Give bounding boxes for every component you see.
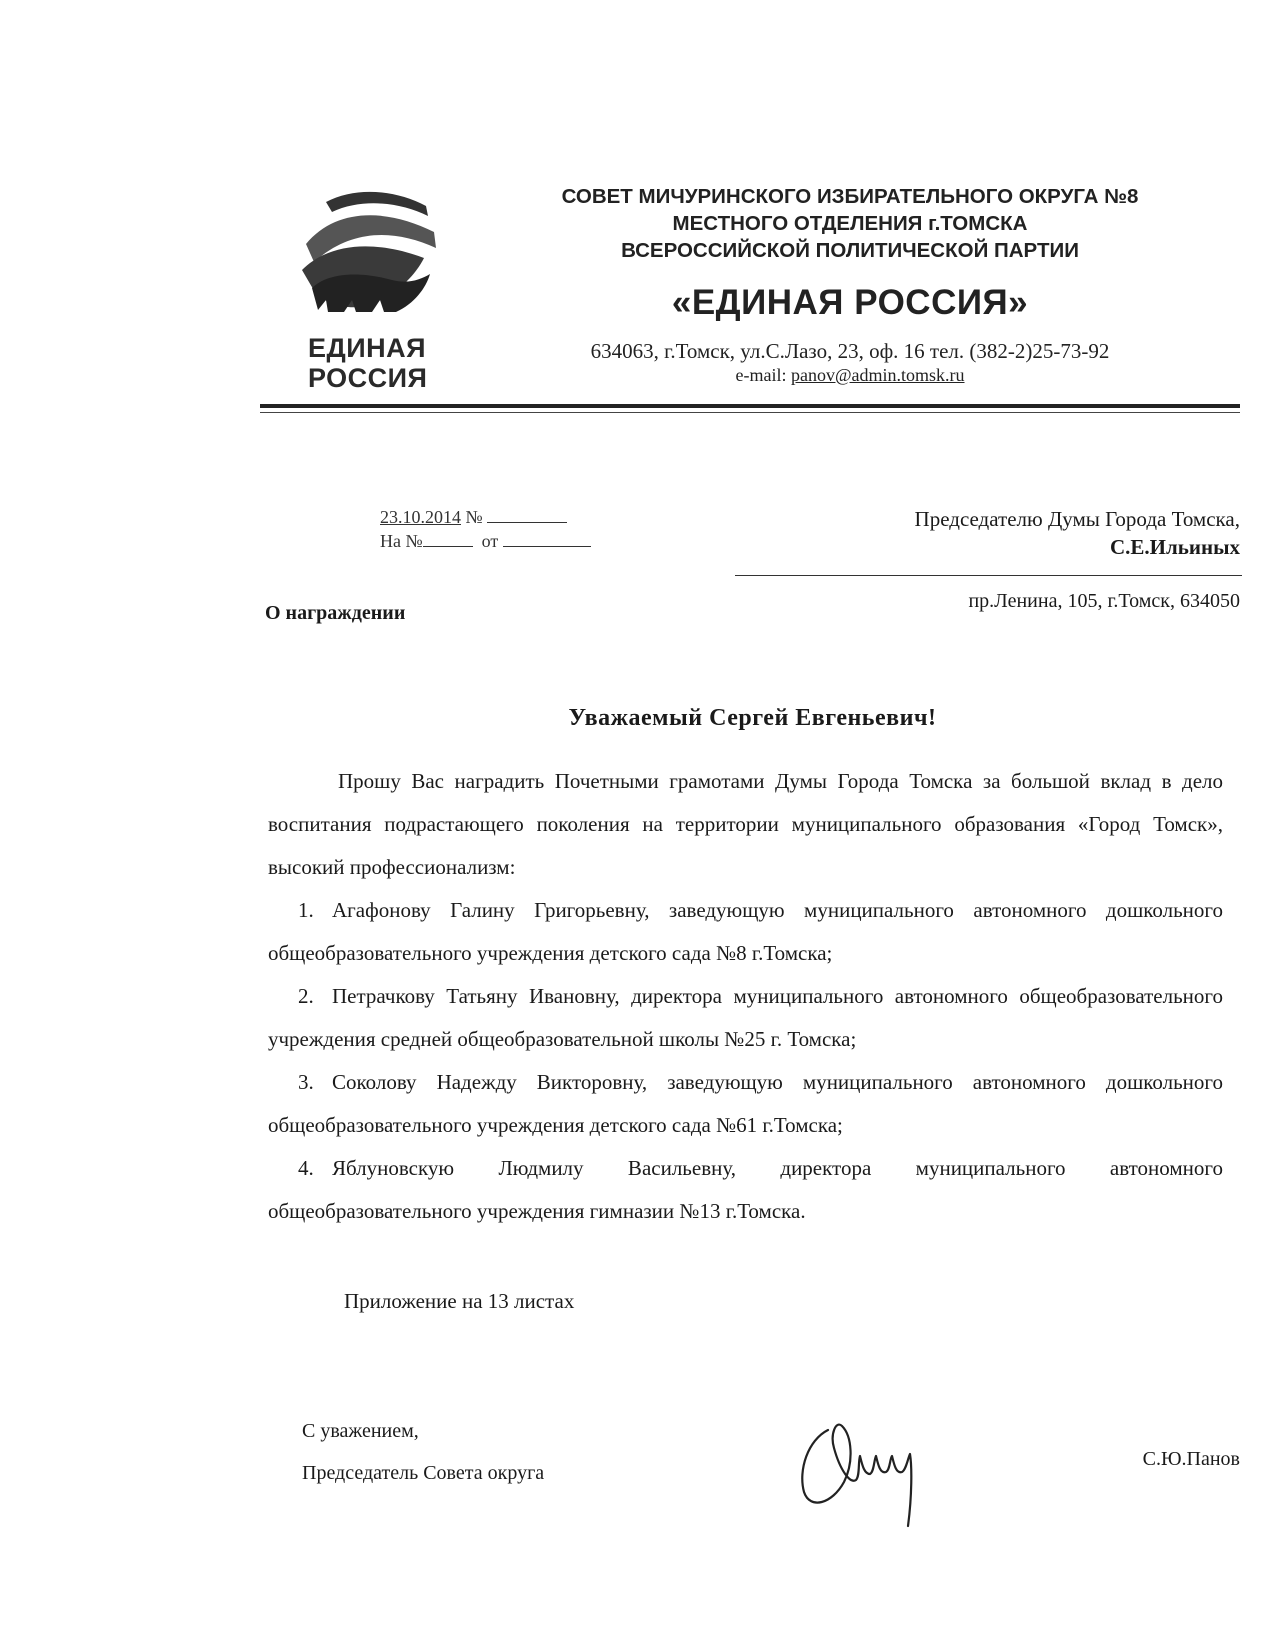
list-item-text: Агафонову Галину Григорьевну, заведующую муниципального автономного дошкольного общеобразовательного учреждения детского сада №8 г.Томска; — [268, 898, 1223, 965]
attachment-note: Приложение на 13 листах — [344, 1289, 575, 1313]
header-divider-thin — [260, 412, 1240, 413]
letter-body — [268, 760, 1223, 1233]
ref-number-blank — [423, 530, 473, 547]
list-item-text: Соколову Надежду Викторовну, заведующую муниципального автономного дошкольного общеобразовательного учреждения детского сада №61 г.Томска; — [268, 1070, 1223, 1137]
email-link[interactable]: panov@admin.tomsk.ru — [790, 365, 965, 385]
list-item-number: 4. — [298, 1156, 314, 1180]
handwritten-signature — [790, 1400, 950, 1530]
org-line3: ВСЕРОССИЙСКОЙ ПОЛИТИЧЕСКОЙ ПАРТИИ — [621, 239, 1079, 262]
recipient-title: Председателю Думы Города Томска, — [914, 507, 1240, 531]
org-line2: МЕСТНОГО ОТДЕЛЕНИЯ г.ТОМСКА — [672, 212, 1028, 235]
list-item-number: 1. — [298, 898, 314, 922]
list-item — [268, 975, 1223, 1061]
recipient-divider — [735, 575, 1242, 576]
list-item — [268, 1061, 1223, 1147]
list-item-number: 3. — [298, 1070, 314, 1094]
reg-line1 — [380, 505, 591, 529]
org-email-line — [520, 364, 1180, 386]
letterhead-header — [520, 183, 1180, 386]
logo-text-line1: ЕДИНАЯ — [308, 333, 427, 363]
list-item — [268, 1147, 1223, 1233]
ref-date-blank — [503, 530, 591, 547]
org-address: 634063, г.Томск, ул.С.Лазо, 23, оф. 16 тел. (382-2)25-73-92 — [590, 339, 1110, 363]
greeting: Уважаемый Сергей Евгеньевич! — [568, 705, 937, 731]
closing-position: Председатель Совета округа — [302, 1462, 545, 1484]
reg-number-label: № — [465, 507, 483, 527]
list-item — [268, 889, 1223, 975]
recipient-address: пр.Ленина, 105, г.Томск, 634050 — [968, 590, 1240, 612]
header-divider-thick — [260, 404, 1240, 408]
recipient-block — [720, 505, 1240, 561]
party-flag-bear-icon — [296, 188, 446, 328]
registration-block — [380, 505, 591, 553]
org-line1: СОВЕТ МИЧУРИНСКОГО ИЗБИРАТЕЛЬНОГО ОКРУГА №8 — [561, 185, 1139, 208]
list-item-text: Яблуновскую Людмилу Васильевну, директора муниципального автономного общеобразовательного учреждения гимназии №13 г.Томска. — [268, 1156, 1223, 1223]
recipient-name: С.Е.Ильиных — [1110, 535, 1240, 559]
signer-name: С.Ю.Панов — [1142, 1448, 1240, 1470]
email-label: e-mail: — [735, 365, 787, 385]
reg-number-blank — [487, 506, 567, 523]
list-item-text: Петрачкову Татьяну Ивановну, директора муниципального автономного общеобразовательного учреждения средней общеобразовательной школы №25 г. Томска; — [268, 984, 1223, 1051]
body-intro: Прошу Вас наградить Почетными грамотами Думы Города Томска за большой вклад в дело воспитания подрастающего поколения на территории муниципального образования «Город Томск», высокий профессионализм: — [268, 769, 1223, 879]
party-logo — [290, 188, 450, 393]
reg-line2 — [380, 529, 591, 553]
closing-block — [302, 1410, 544, 1494]
award-list — [268, 889, 1223, 1233]
list-item-number: 2. — [298, 984, 314, 1008]
ref-number-label: На № — [380, 531, 423, 551]
reg-date: 23.10.2014 — [380, 507, 461, 527]
party-name: «ЕДИНАЯ РОССИЯ» — [671, 283, 1029, 322]
ref-from-label: от — [481, 531, 499, 551]
logo-text-line2: РОССИЯ — [308, 363, 428, 393]
closing-regards: С уважением, — [302, 1420, 419, 1442]
letter-subject: О награждении — [265, 602, 406, 624]
